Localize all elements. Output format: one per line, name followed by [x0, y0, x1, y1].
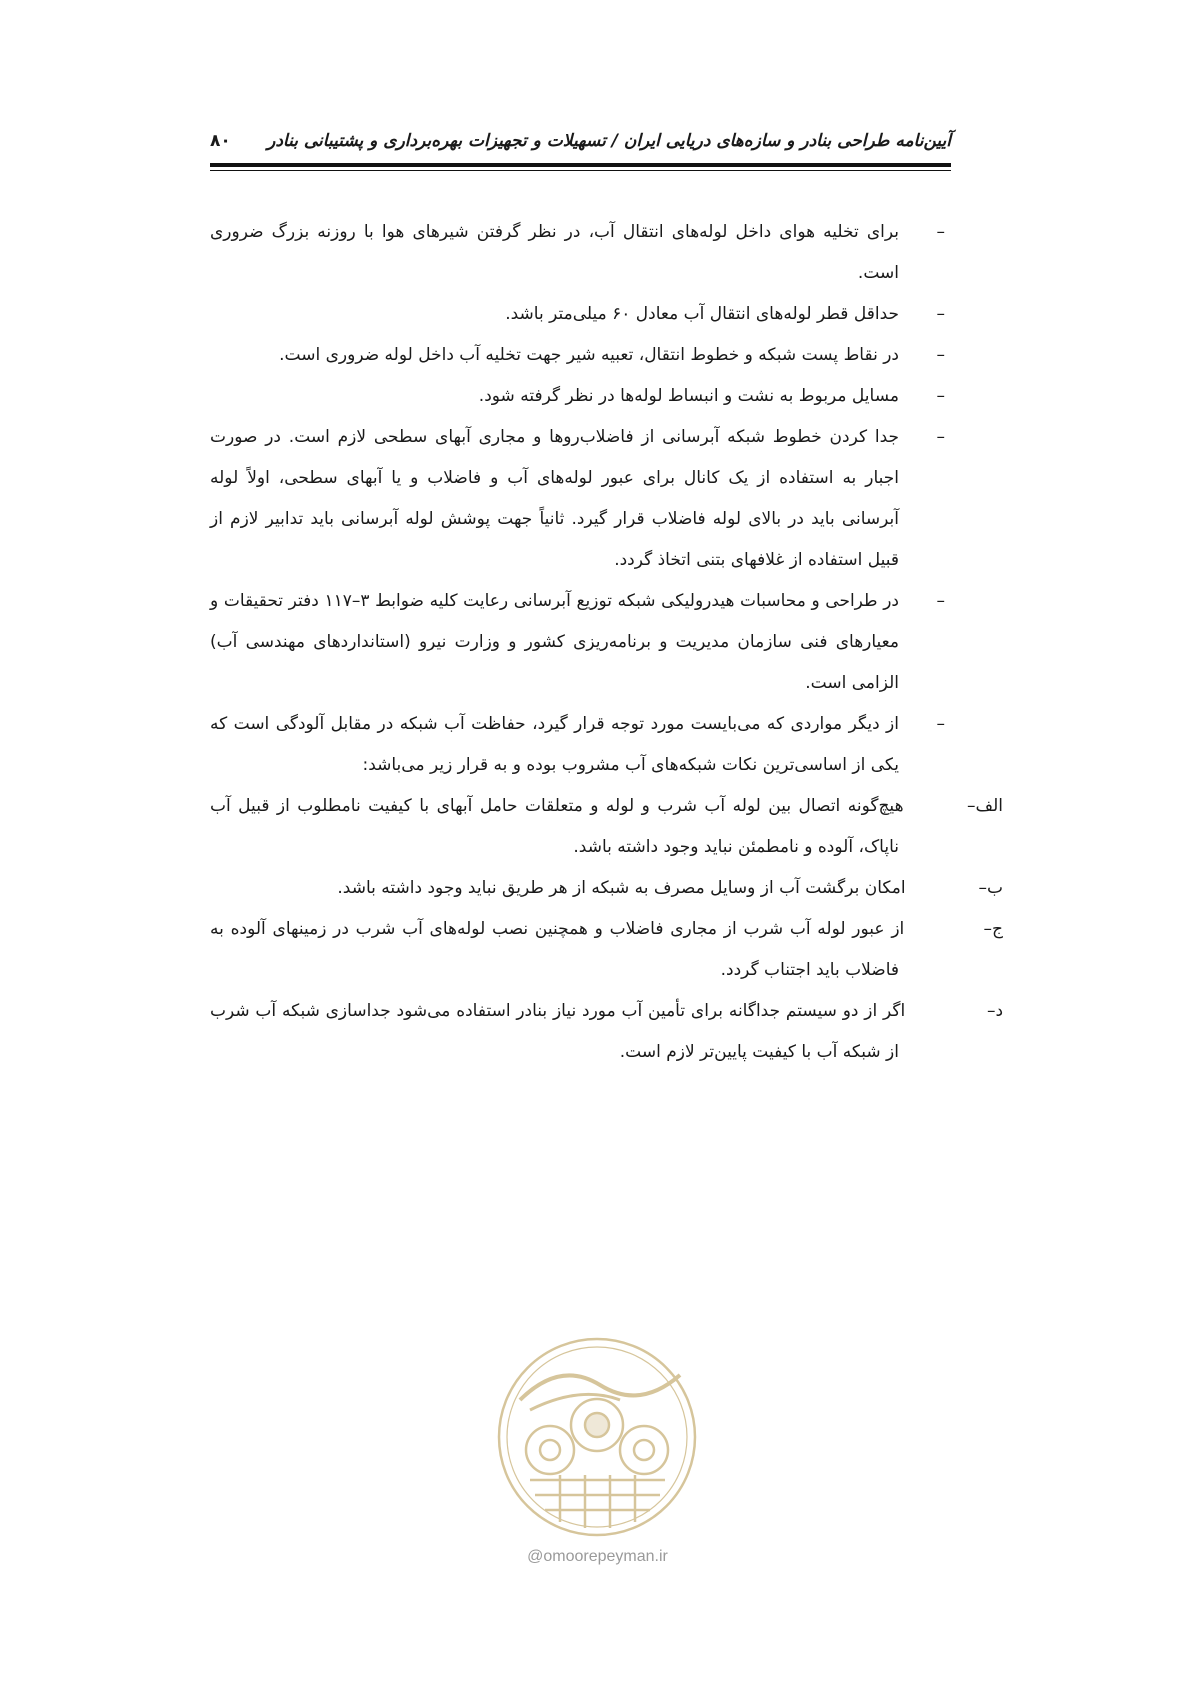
sub-item-text: هیچ‌گونه اتصال بین لوله آب شرب و لوله و متعلقات حامل آبهای با کیفیت نامطلوب از قبیل آب ناپاک، آلوده و نامطمئن نباید وجود داشته باشد.: [210, 796, 904, 857]
sub-item-label: ج–: [983, 919, 1004, 939]
watermark: [490, 1330, 705, 1580]
list-item: [210, 581, 951, 704]
bullet-dash: –: [936, 386, 945, 406]
page-number: ۸۰: [210, 131, 231, 151]
bullet-dash: –: [936, 714, 945, 734]
list-item-text: در نقاط پست شبکه و خطوط انتقال، تعبیه شیر جهت تخلیه آب داخل لوله ضروری است.: [279, 345, 899, 365]
sub-item-text: امکان برگشت آب از وسایل مصرف به شبکه از هر طریق نباید وجود داشته باشد.: [337, 878, 906, 898]
bullet-dash: –: [936, 427, 945, 447]
bullet-dash: –: [936, 222, 945, 242]
sub-item-label: الف–: [967, 796, 1004, 816]
list-item: [210, 704, 951, 786]
header-rule-thin: [210, 170, 951, 171]
sub-item-label: ب–: [978, 878, 1003, 898]
sub-item: [210, 786, 1004, 868]
list-item-text: حداقل قطر لوله‌های انتقال آب معادل ۶۰ میلی‌متر باشد.: [505, 304, 899, 324]
watermark-site: @omoorepeyman.ir: [527, 1548, 668, 1565]
list-item-text: جدا کردن خطوط شبکه آبرسانی از فاضلاب‌روها و مجاری آبهای سطحی لازم است. در صورت اجبار به استفاده از یک کانال برای عبور لوله‌های آب و فاضلاب و یا آبهای سطحی، اولاً لوله آبرسانی باید در بالای لوله فاضلاب قرار گیرد. ثانیاً جهت پوشش لوله آبرسانی باید تدابیر لازم از قبیل استفاده از غلافهای بتنی اتخاذ گردد.: [210, 427, 899, 570]
header-rule-thick: [210, 163, 951, 167]
list-item: [210, 335, 951, 376]
list-item-text: برای تخلیه هوای داخل لوله‌های انتقال آب، در نظر گرفتن شیرهای هوا با روزنه بزرگ ضروری است.: [210, 222, 899, 283]
list-item-text: از دیگر مواردی که می‌بایست مورد توجه قرار گیرد، حفاظت آب شبکه در مقابل آلودگی است که یکی از اساسی‌ترین نکات شبکه‌های آب مشروب بوده و به قرار زیر می‌باشد:: [210, 714, 899, 775]
body-text: [210, 212, 1004, 1073]
list-item: [210, 376, 951, 417]
list-item: [210, 417, 951, 581]
list-item: [210, 294, 951, 335]
sub-item: [210, 991, 1004, 1073]
sub-item-text: اگر از دو سیستم جداگانه برای تأمین آب مورد نیاز بنادر استفاده می‌شود جداسازی شبکه آب شرب از شبکه آب با کیفیت پایین‌تر لازم است.: [210, 1001, 906, 1062]
running-header: [210, 128, 951, 158]
list-item: [210, 212, 951, 294]
sub-item-text: از عبور لوله آب شرب از مجاری فاضلاب و همچنین نصب لوله‌های آب شرب در زمینهای آلوده به فاضلاب باید اجتناب گردد.: [210, 919, 905, 980]
bullet-dash: –: [936, 304, 945, 324]
bullet-dash: –: [936, 591, 945, 611]
list-item-text: در طراحی و محاسبات هیدرولیکی شبکه توزیع آبرسانی رعایت کلیه ضوابط ۳–۱۱۷ دفتر تحقیقات و معیارهای فنی سازمان مدیریت و برنامه‌ریزی کشور و وزارت نیرو (استانداردهای مهندسی آب) الزامی است.: [210, 591, 899, 693]
list-item-text: مسایل مربوط به نشت و انبساط لوله‌ها در نظر گرفته شود.: [478, 386, 899, 406]
sub-item: [210, 909, 1004, 991]
bullet-dash: –: [936, 345, 945, 365]
watermark-logo: [490, 1330, 705, 1545]
sub-item: [210, 868, 1003, 909]
header-title: آیین‌نامه طراحی بنادر و سازه‌های دریایی ایران / تسهیلات و تجهیزات بهره‌برداری و پشتیبانی بنادر: [267, 131, 951, 151]
sub-item-label: د–: [986, 1001, 1004, 1021]
